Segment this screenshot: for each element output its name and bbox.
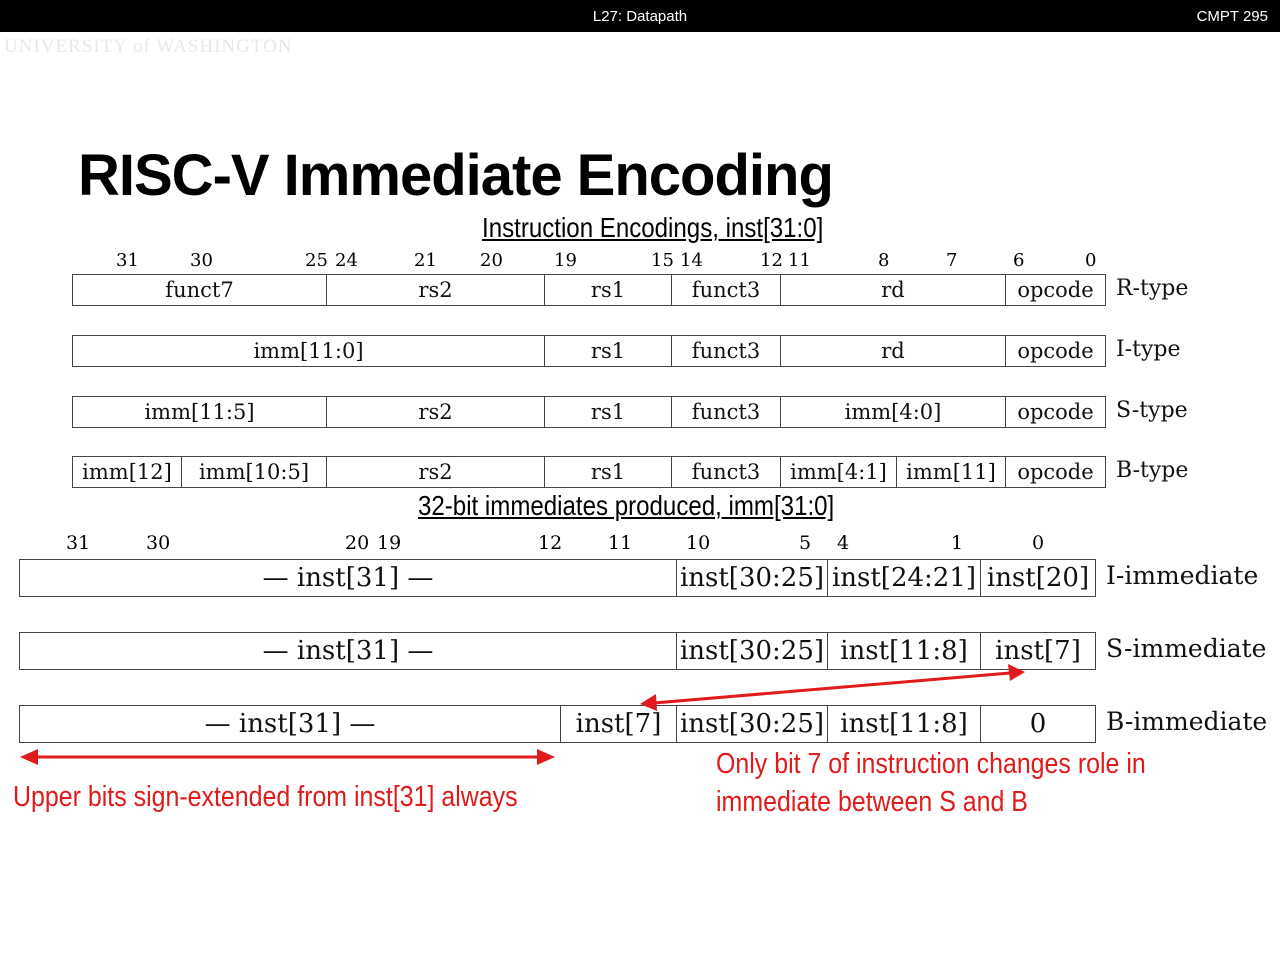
field-opcode: opcode [1005, 396, 1106, 428]
immediate-label: B-immediate [1106, 707, 1268, 736]
field-rs2: rs2 [326, 456, 545, 488]
field-rs2: rs2 [326, 274, 545, 306]
field-sign-extension: — inst[31] — [19, 705, 561, 743]
bit-number: 31 [116, 250, 139, 271]
field-opcode: opcode [1005, 335, 1106, 367]
bit7-role-arrow [640, 664, 1025, 711]
university-logo-watermark: UNIVERSITY of WASHINGTON [4, 36, 293, 57]
bit-number: 10 [686, 532, 711, 554]
field-imm-11: imm[11] [896, 456, 1006, 488]
bit-number: 20 [345, 532, 370, 554]
field-inst-24-21: inst[24:21] [827, 559, 981, 597]
field-imm-4-1: imm[4:1] [780, 456, 897, 488]
bit-number: 20 [480, 250, 503, 271]
field-rs1: rs1 [544, 335, 672, 367]
bit-number: 24 [335, 250, 358, 271]
bit7-annotation-line2: immediate between S and B [716, 786, 1028, 818]
field-inst-30-25: inst[30:25] [676, 705, 828, 743]
field-rs1: rs1 [544, 396, 672, 428]
field-inst-7: inst[7] [560, 705, 677, 743]
course-code: CMPT 295 [1196, 8, 1268, 25]
field-rs2: rs2 [326, 396, 545, 428]
bit-number: 12 [538, 532, 563, 554]
field-rd: rd [780, 335, 1006, 367]
bit-number: 6 [1013, 250, 1025, 271]
format-label: S-type [1116, 398, 1188, 423]
field-funct3: funct3 [671, 396, 781, 428]
field-funct3: funct3 [671, 335, 781, 367]
bit-number: 11 [608, 532, 633, 554]
bit-number: 19 [377, 532, 402, 554]
immediate-label: S-immediate [1106, 634, 1267, 663]
sign-extend-annotation: Upper bits sign-extended from inst[31] always [13, 781, 518, 813]
format-label: I-type [1116, 337, 1181, 362]
bit-number: 8 [878, 250, 890, 271]
bit-number: 15 [651, 250, 674, 271]
field-funct7: funct7 [72, 274, 327, 306]
bit-number: 11 [788, 250, 811, 271]
field-rs1: rs1 [544, 456, 672, 488]
lecture-title: L27: Datapath [592, 8, 688, 25]
field-opcode: opcode [1005, 274, 1106, 306]
field-imm-11-0: imm[11:0] [72, 335, 545, 367]
slide-title: RISC-V Immediate Encoding [78, 143, 833, 208]
field-imm-10-5: imm[10:5] [181, 456, 327, 488]
immediate-label: I-immediate [1106, 561, 1259, 590]
field-opcode: opcode [1005, 456, 1106, 488]
bit-number: 12 [760, 250, 783, 271]
format-label: B-type [1116, 458, 1189, 483]
bit-number: 14 [680, 250, 703, 271]
bit-number: 1 [951, 532, 964, 554]
field-rs1: rs1 [544, 274, 672, 306]
bit-number: 21 [414, 250, 437, 271]
bit-number: 4 [837, 532, 850, 554]
field-rd: rd [780, 274, 1006, 306]
bit-number: 19 [554, 250, 577, 271]
sign-extend-arrow [20, 749, 555, 765]
field-funct3: funct3 [671, 456, 781, 488]
encodings-heading: Instruction Encodings, inst[31:0] [482, 212, 824, 243]
field-inst-11-8: inst[11:8] [827, 705, 981, 743]
bit-number: 30 [146, 532, 171, 554]
immediates-heading: 32-bit immediates produced, imm[31:0] [418, 490, 835, 521]
field-inst-20: inst[20] [980, 559, 1096, 597]
field-inst-30-25: inst[30:25] [676, 559, 828, 597]
bit7-annotation-line1: Only bit 7 of instruction changes role in [716, 748, 1146, 780]
field-imm-4-0: imm[4:0] [780, 396, 1006, 428]
field-inst-30-25: inst[30:25] [676, 632, 828, 670]
field-zero-bit: 0 [980, 705, 1096, 743]
bit-number: 25 [305, 250, 328, 271]
field-inst-7: inst[7] [980, 632, 1096, 670]
field-sign-extension: — inst[31] — [19, 559, 677, 597]
field-inst-11-8: inst[11:8] [827, 632, 981, 670]
field-imm-12: imm[12] [72, 456, 182, 488]
bit-number: 5 [799, 532, 812, 554]
field-sign-extension: — inst[31] — [19, 632, 677, 670]
bit-number: 30 [190, 250, 213, 271]
bit-number: 0 [1085, 250, 1097, 271]
bit-number: 7 [946, 250, 958, 271]
format-label: R-type [1116, 276, 1189, 301]
field-imm-11-5: imm[11:5] [72, 396, 327, 428]
bit-number: 31 [66, 532, 91, 554]
bit-number: 0 [1032, 532, 1045, 554]
field-funct3: funct3 [671, 274, 781, 306]
